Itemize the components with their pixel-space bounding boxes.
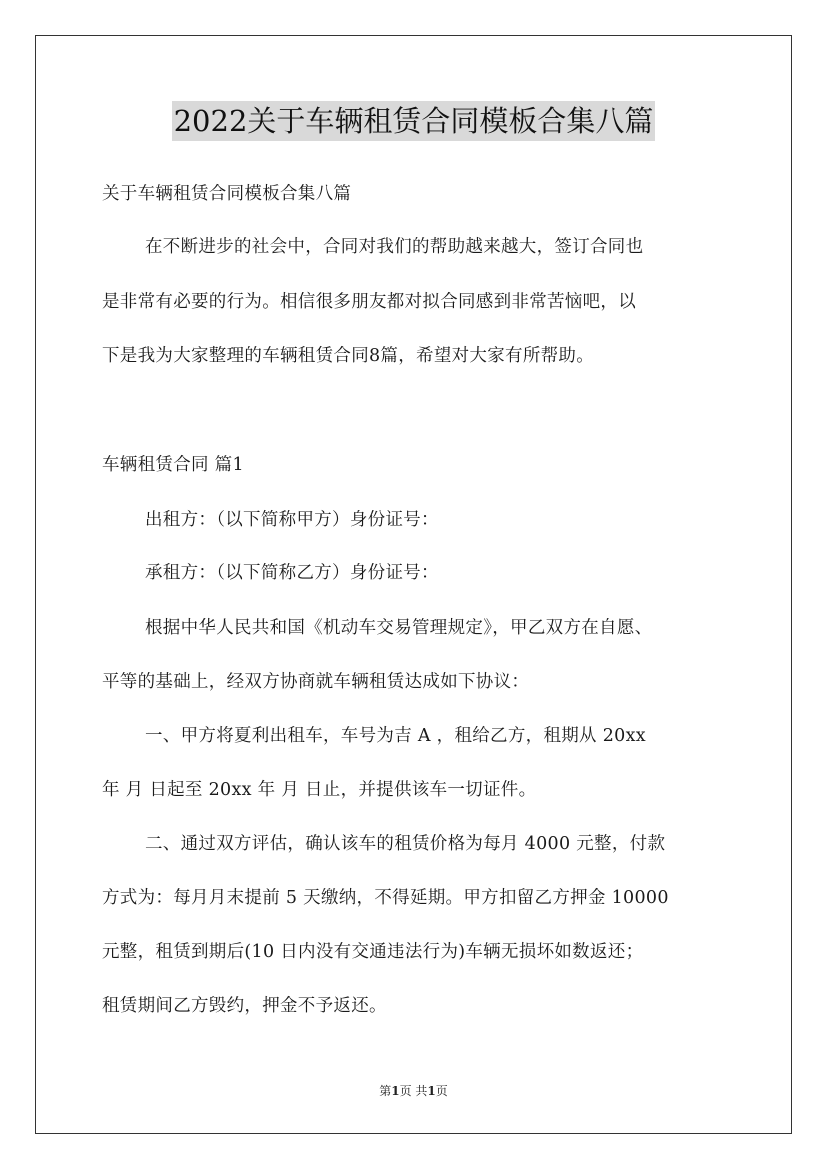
section-heading: 车辆租赁合同 篇1	[102, 455, 244, 475]
clause2-line-4: 租赁期间乙方毁约，押金不予返还。	[102, 996, 387, 1016]
document-title: 2022关于车辆租赁合同模板合集八篇	[172, 101, 656, 141]
footer-suffix: 页	[435, 1084, 448, 1098]
footer-page-total: 1	[427, 1084, 436, 1098]
intro-line-3: 下是我为大家整理的车辆租赁合同8篇，希望对大家有所帮助。	[102, 346, 595, 366]
document-subtitle: 关于车辆租赁合同模板合集八篇	[102, 184, 352, 204]
page-footer	[0, 1083, 827, 1099]
clause2-line-3: 元整，租赁到期后(10 日内没有交通违法行为)车辆无损坏如数返还；	[102, 942, 644, 962]
clause1-line-1: 一、甲方将夏利出租车，车号为吉 A ，租给乙方，租期从 20xx	[145, 726, 646, 746]
clause2-line-1: 二、通过双方评估，确认该车的租赁价格为每月 4000 元整，付款	[145, 834, 666, 854]
basis-line-2: 平等的基础上，经双方协商就车辆租赁达成如下协议：	[102, 672, 530, 692]
basis-line-1: 根据中华人民共和国《机动车交易管理规定》，甲乙双方在自愿、	[145, 618, 653, 638]
footer-middle: 页 共	[399, 1084, 428, 1098]
lessee-line: 承租方：（以下简称乙方）身份证号：	[145, 563, 439, 583]
intro-line-2: 是非常有必要的行为。相信很多朋友都对拟合同感到非常苦恼吧，以	[102, 292, 636, 312]
clause2-line-2: 方式为：每月月末提前 5 天缴纳，不得延期。甲方扣留乙方押金 10000	[102, 888, 669, 908]
lessor-line: 出租方：（以下简称甲方）身份证号：	[145, 510, 439, 530]
footer-page-current: 1	[391, 1084, 400, 1098]
clause1-line-2: 年 月 日起至 20xx 年 月 日止，并提供该车一切证件。	[102, 780, 537, 800]
title-container	[0, 101, 827, 141]
intro-line-1: 在不断进步的社会中，合同对我们的帮助越来越大，签订合同也	[145, 237, 644, 257]
footer-prefix: 第	[379, 1084, 392, 1098]
